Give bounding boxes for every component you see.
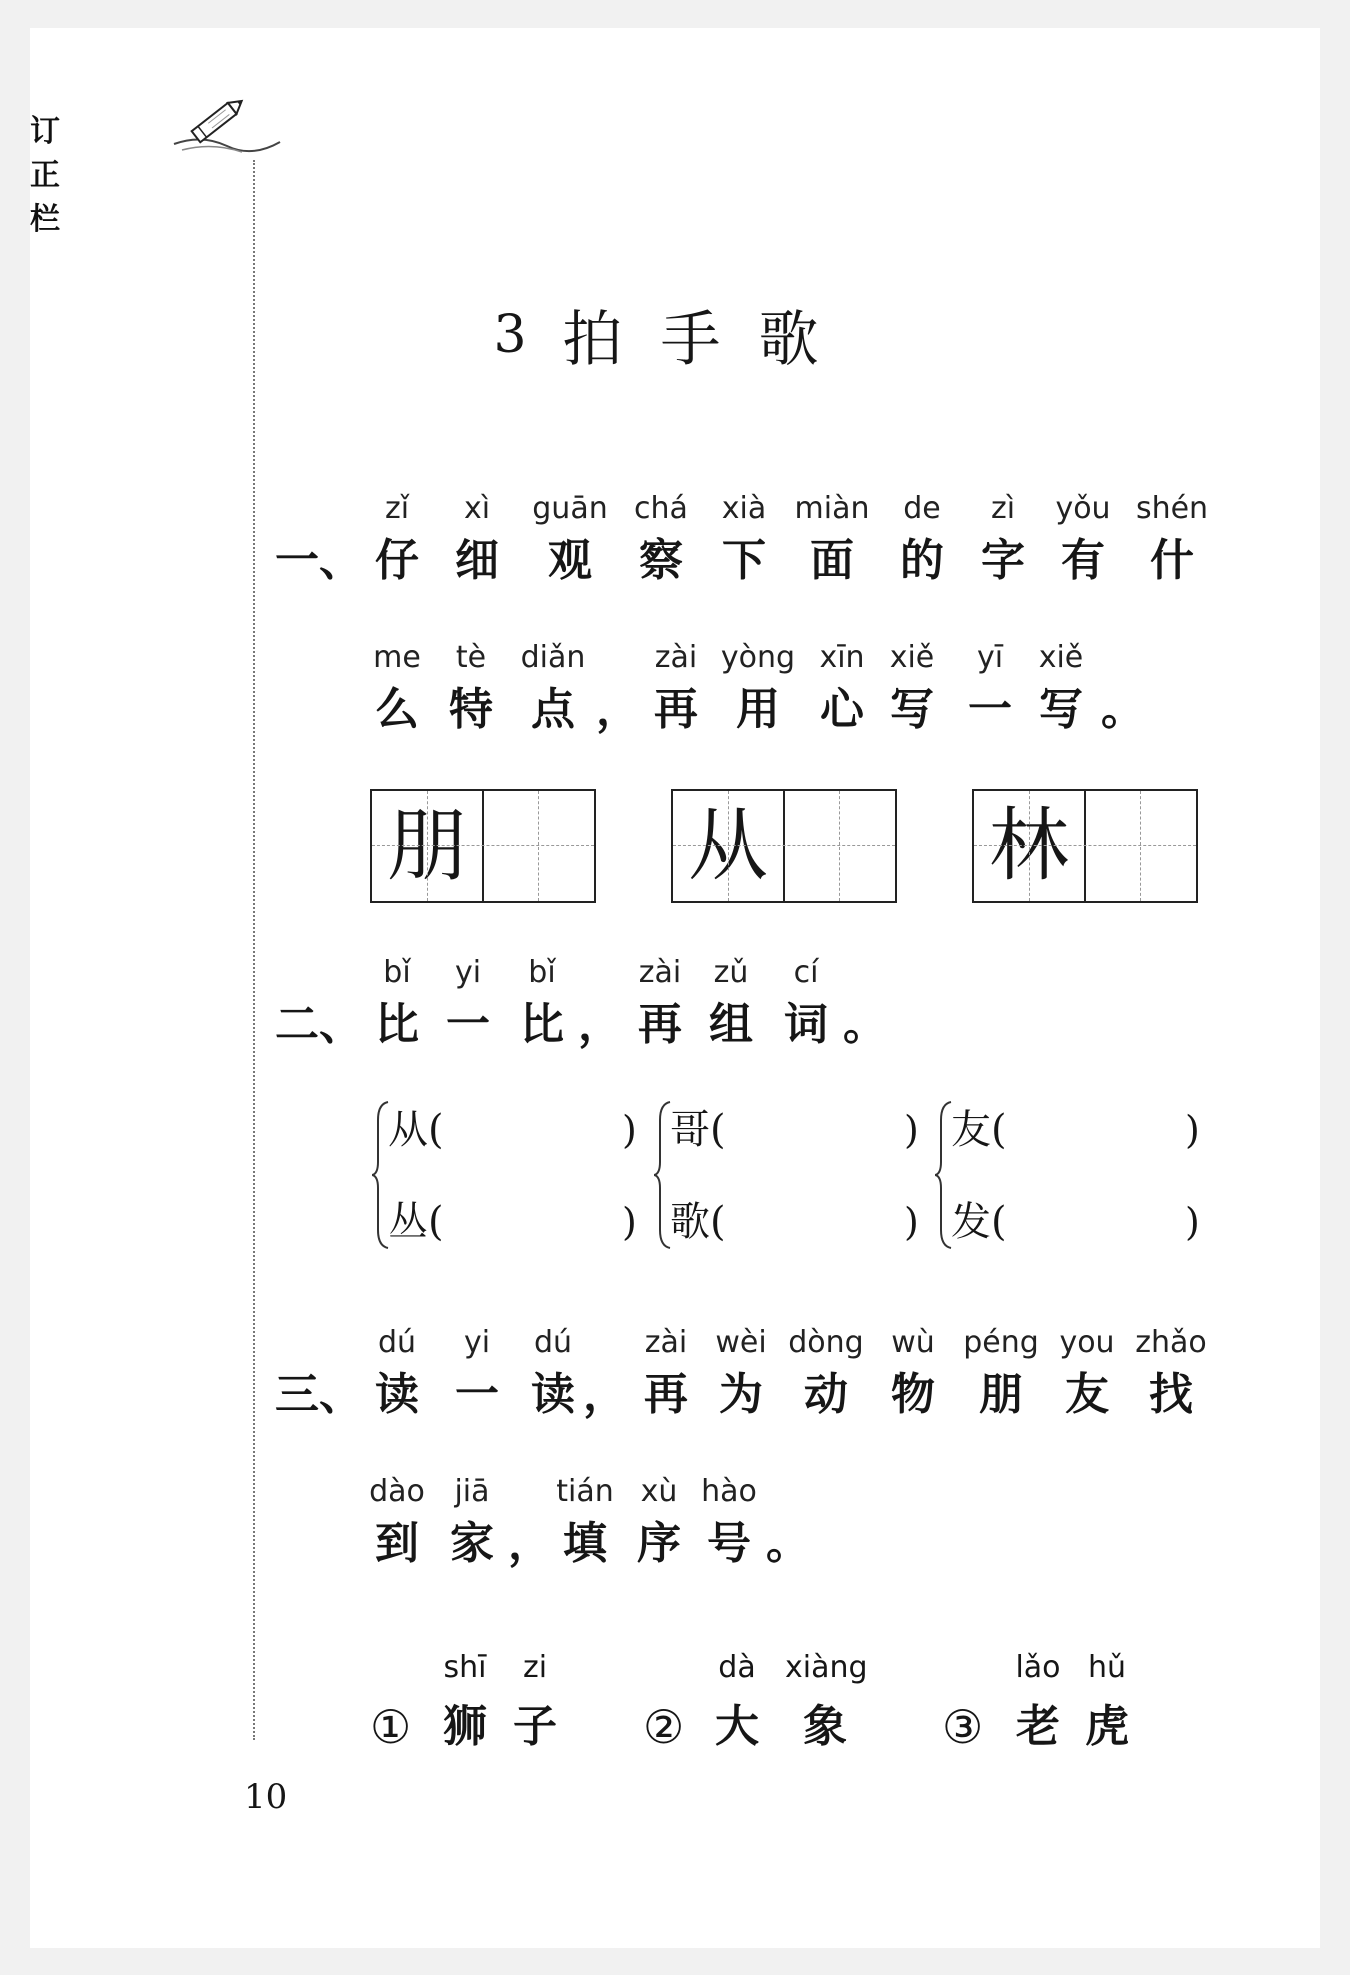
compare-group-2 bbox=[654, 1100, 919, 1250]
q3-line2-text bbox=[0, 1519, 1350, 1569]
pinyin-syllable: bǐ bbox=[383, 955, 411, 990]
compare-group-1 bbox=[372, 1100, 637, 1250]
lesson-number: 3 bbox=[493, 305, 527, 365]
pinyin-syllable: xì bbox=[463, 491, 491, 526]
pinyin-syllable: dào bbox=[369, 1474, 425, 1509]
pinyin-syllable: zài bbox=[654, 640, 698, 675]
q2-text bbox=[0, 1000, 1350, 1050]
hanzi-character: 面 bbox=[810, 535, 854, 586]
writing-cell[interactable] bbox=[1086, 791, 1196, 901]
q3-line1-text bbox=[0, 1370, 1350, 1420]
hanzi-character: 特 bbox=[449, 684, 493, 735]
animal-name-char: 子 bbox=[513, 1701, 557, 1752]
pinyin-syllable: yòng bbox=[720, 640, 796, 675]
compare-char-bottom: 丛( bbox=[388, 1199, 444, 1245]
hanzi-character: 家 bbox=[450, 1518, 494, 1569]
answer-blank-bottom[interactable]: ) bbox=[904, 1200, 919, 1244]
page-number: 10 bbox=[244, 1777, 288, 1817]
hanzi-character: 的 bbox=[900, 535, 944, 586]
animal-name-char: 象 bbox=[803, 1701, 847, 1752]
model-character: 朋 bbox=[387, 799, 467, 892]
hanzi-character: 细 bbox=[455, 535, 499, 586]
circled-number: ① bbox=[370, 1700, 412, 1754]
hanzi-character: 组 bbox=[709, 999, 753, 1050]
hanzi-character: ， bbox=[596, 684, 640, 735]
hanzi-character: 序 bbox=[637, 1518, 681, 1569]
pinyin-syllable: me bbox=[373, 640, 421, 675]
animal-option-1[interactable] bbox=[370, 1648, 580, 1758]
animal-pinyin: dà bbox=[718, 1650, 756, 1685]
pinyin-syllable: zǔ bbox=[713, 955, 749, 990]
hanzi-character: 一 bbox=[446, 999, 490, 1050]
animal-pinyin: zi bbox=[522, 1650, 548, 1685]
writing-cell[interactable] bbox=[484, 791, 594, 901]
hanzi-character: 朋 bbox=[979, 1369, 1023, 1420]
animal-name-char: 虎 bbox=[1085, 1701, 1129, 1752]
pinyin-syllable: xià bbox=[721, 491, 767, 526]
hanzi-character: 。 bbox=[766, 1518, 810, 1569]
pinyin-syllable: xīn bbox=[819, 640, 865, 675]
writing-grid-1 bbox=[370, 789, 596, 903]
hanzi-character: 写 bbox=[890, 684, 934, 735]
hanzi-character: 动 bbox=[804, 1369, 848, 1420]
q1-line2-pinyin bbox=[0, 638, 1350, 688]
pinyin-syllable: xiě bbox=[1038, 640, 1084, 675]
pinyin-syllable: diǎn bbox=[520, 640, 586, 675]
hanzi-character: 到 bbox=[375, 1518, 419, 1569]
compare-char-bottom: 歌( bbox=[670, 1199, 726, 1245]
pinyin-syllable: yi bbox=[463, 1325, 491, 1360]
pinyin-syllable: chá bbox=[634, 491, 688, 526]
pinyin-syllable: yī bbox=[976, 640, 1004, 675]
question-3-number: 三、 bbox=[275, 1369, 363, 1420]
hanzi-character: 再 bbox=[654, 684, 698, 735]
hanzi-character: 友 bbox=[1065, 1369, 1109, 1420]
hanzi-character: 比 bbox=[375, 999, 419, 1050]
hanzi-character: 。 bbox=[1101, 684, 1145, 735]
animal-pinyin: shī bbox=[443, 1650, 487, 1685]
pinyin-syllable: cí bbox=[793, 955, 819, 990]
pinyin-syllable: zài bbox=[644, 1325, 688, 1360]
q1-line2-text bbox=[0, 685, 1350, 735]
animal-name-char: 大 bbox=[715, 1701, 759, 1752]
q3-line2-pinyin bbox=[0, 1472, 1350, 1522]
animal-name-char: 老 bbox=[1016, 1701, 1060, 1752]
lesson-title bbox=[0, 292, 1350, 375]
pinyin-syllable: dú bbox=[377, 1325, 417, 1360]
writing-cell[interactable] bbox=[785, 791, 895, 901]
animal-option-2[interactable] bbox=[643, 1648, 883, 1758]
animal-pinyin: hǔ bbox=[1087, 1650, 1127, 1685]
hanzi-character: 一 bbox=[968, 684, 1012, 735]
pinyin-syllable: you bbox=[1059, 1325, 1115, 1360]
pinyin-syllable: miàn bbox=[794, 491, 870, 526]
pinyin-syllable: hào bbox=[701, 1474, 757, 1509]
animal-pinyin: xiàng bbox=[785, 1650, 868, 1685]
hanzi-character: 填 bbox=[563, 1518, 607, 1569]
pinyin-syllable: bǐ bbox=[528, 955, 556, 990]
hanzi-character: 察 bbox=[639, 535, 683, 586]
pinyin-syllable: xù bbox=[640, 1474, 678, 1509]
hanzi-character: 有 bbox=[1061, 535, 1105, 586]
hanzi-character: 读 bbox=[531, 1369, 575, 1420]
compare-char-bottom: 发( bbox=[951, 1199, 1007, 1245]
hanzi-character: 点 bbox=[531, 684, 575, 735]
answer-blank-top[interactable]: ) bbox=[904, 1108, 919, 1152]
pinyin-syllable: shén bbox=[1135, 491, 1209, 526]
q1-line1-pinyin bbox=[0, 489, 1350, 539]
hanzi-character: 号 bbox=[707, 1518, 751, 1569]
compare-char-top: 哥( bbox=[670, 1107, 726, 1153]
pinyin-syllable: wù bbox=[891, 1325, 935, 1360]
hanzi-character: 为 bbox=[719, 1369, 763, 1420]
hanzi-character: 再 bbox=[638, 999, 682, 1050]
hanzi-character: 一 bbox=[455, 1369, 499, 1420]
question-1-number: 一、 bbox=[275, 535, 363, 586]
model-character: 林 bbox=[989, 799, 1069, 892]
hanzi-character: 什 bbox=[1150, 535, 1194, 586]
q1-line1-text bbox=[0, 536, 1350, 586]
hanzi-character: 下 bbox=[722, 535, 766, 586]
q3-line1-pinyin bbox=[0, 1323, 1350, 1373]
hanzi-character: 再 bbox=[644, 1369, 688, 1420]
hanzi-character: 词 bbox=[784, 999, 828, 1050]
hanzi-character: 写 bbox=[1039, 684, 1083, 735]
pinyin-syllable: zì bbox=[990, 491, 1016, 526]
writing-grid-2 bbox=[671, 789, 897, 903]
pinyin-syllable: zài bbox=[638, 955, 682, 990]
pinyin-syllable: yi bbox=[454, 955, 482, 990]
hanzi-character: 心 bbox=[820, 684, 864, 735]
pinyin-syllable: yǒu bbox=[1055, 491, 1111, 526]
model-character: 从 bbox=[688, 799, 768, 892]
animal-pinyin: lǎo bbox=[1015, 1650, 1061, 1685]
pencil-icon bbox=[172, 98, 282, 158]
writing-grid-3 bbox=[972, 789, 1198, 903]
answer-blank-top[interactable]: ) bbox=[622, 1108, 637, 1152]
q2-pinyin bbox=[0, 953, 1350, 1003]
hanzi-character: ， bbox=[578, 999, 622, 1050]
pinyin-syllable: dòng bbox=[788, 1325, 864, 1360]
hanzi-character: 找 bbox=[1149, 1369, 1193, 1420]
pinyin-syllable: xiě bbox=[889, 640, 935, 675]
pinyin-syllable: dú bbox=[533, 1325, 573, 1360]
compare-char-top: 友( bbox=[951, 1107, 1007, 1153]
answer-blank-bottom[interactable]: ) bbox=[622, 1200, 637, 1244]
pinyin-syllable: guān bbox=[532, 491, 608, 526]
hanzi-character: 观 bbox=[548, 535, 592, 586]
hanzi-character: 读 bbox=[375, 1369, 419, 1420]
answer-blank-top[interactable]: ) bbox=[1185, 1108, 1200, 1152]
hanzi-character: 么 bbox=[375, 684, 419, 735]
circled-number: ③ bbox=[942, 1700, 984, 1754]
hanzi-character: 用 bbox=[736, 684, 780, 735]
compare-char-top: 从( bbox=[388, 1107, 444, 1153]
compare-group-3 bbox=[935, 1100, 1200, 1250]
correction-label: 订正栏 bbox=[30, 114, 64, 237]
hanzi-character: ， bbox=[583, 1369, 627, 1420]
question-2-number: 二、 bbox=[275, 999, 363, 1050]
pinyin-syllable: tè bbox=[455, 640, 487, 675]
hanzi-character: 。 bbox=[843, 999, 887, 1050]
pinyin-syllable: zǐ bbox=[384, 491, 410, 526]
hanzi-character: 仔 bbox=[375, 535, 419, 586]
hanzi-character: 比 bbox=[520, 999, 564, 1050]
hanzi-character: 字 bbox=[981, 535, 1025, 586]
animal-name-char: 狮 bbox=[443, 1701, 487, 1752]
lesson-name: 拍手歌 bbox=[562, 305, 857, 375]
pinyin-syllable: wèi bbox=[715, 1325, 767, 1360]
hanzi-character: ， bbox=[508, 1518, 552, 1569]
hanzi-character: 物 bbox=[891, 1369, 935, 1420]
pinyin-syllable: zhǎo bbox=[1135, 1325, 1207, 1360]
pinyin-syllable: tián bbox=[556, 1474, 614, 1509]
pinyin-syllable: jiā bbox=[454, 1474, 490, 1509]
circled-number: ② bbox=[643, 1700, 685, 1754]
pinyin-syllable: de bbox=[903, 491, 941, 526]
pinyin-syllable: péng bbox=[963, 1325, 1039, 1360]
animal-option-3[interactable] bbox=[942, 1648, 1142, 1758]
answer-blank-bottom[interactable]: ) bbox=[1185, 1200, 1200, 1244]
